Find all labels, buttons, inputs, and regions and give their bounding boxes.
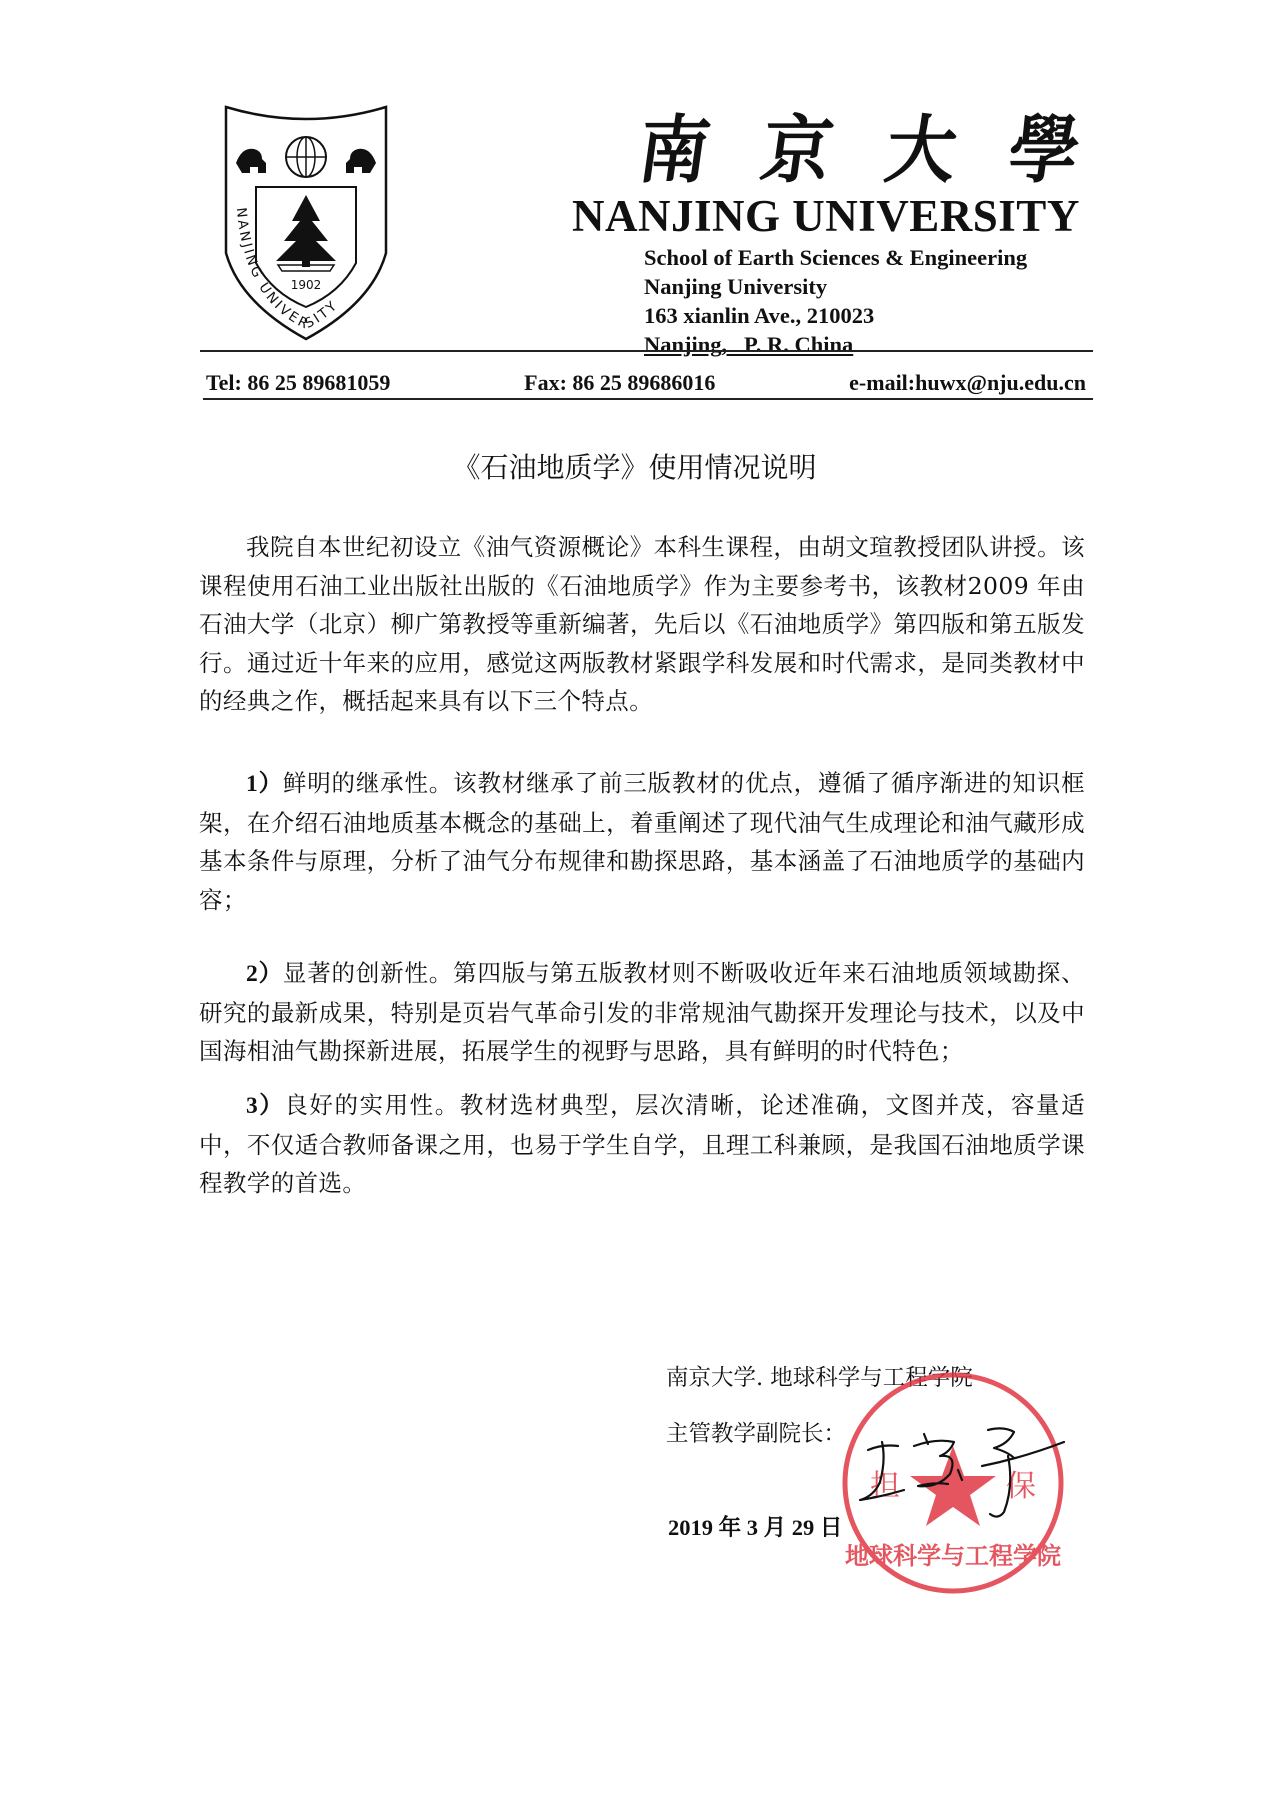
address-line: Nanjing, P. R. China [644,332,854,357]
paragraph-text: 显著的创新性。第四版与第五版教材则不断吸收近年来石油地质领域勘探、研究的最新成果，特别是页岩气革命引发的非常规油气勘探开发理论与技术，以及中国海相油气勘探新进展，拓展学生的视野与思路，具有鲜明的时代特色； [199,959,1085,1065]
fax-number: Fax: 86 25 89686016 [524,370,716,395]
crest-year: 1902 [290,278,322,292]
list-marker: 3） [246,1093,285,1119]
paragraph-text: 良好的实用性。教材选材典型，层次清晰，论述准确，文图并茂，容量适中，不仅适合教师备课之用，也易于学生自学，且理工科兼顾，是我国石油地质学课程教学的首选。 [199,1091,1085,1197]
brand-char: 學 [1003,105,1086,193]
university-crest-logo [222,103,390,343]
list-marker: 1） [246,771,283,797]
address-line: 163 xianlin Ave., 210023 [644,303,875,328]
brand-char: 京 [756,105,839,193]
phone-number: Tel: 86 25 89681059 [206,370,391,395]
signer-role-label: 主管教学副院长： [666,1421,847,1447]
handwritten-signature [858,1420,1068,1550]
signature-date: 2019 年 3 月 29 日 [668,1515,843,1540]
email-address[interactable]: e-mail:huwx@nju.edu.cn [849,370,1086,395]
signing-organization: 南京大学. 地球科学与工程学院 [666,1365,973,1391]
contact-line [206,370,1086,396]
crest-ring-text: NANJING UNIVERSITY [232,206,342,334]
address-block [644,243,1027,359]
divider [200,350,1093,352]
body-paragraph [199,1086,1085,1203]
seal-side-text: 保 [1006,1469,1036,1504]
list-marker: 2） [246,961,283,987]
divider [203,398,1093,400]
brand-calligraphy [633,96,1086,193]
seal-side-text: 担 [870,1469,900,1504]
document-title: 《石油地质学》使用情况说明 [452,451,817,484]
brand-english: NANJING UNIVERSITY [572,191,1080,241]
body-paragraph [199,528,1085,721]
brand-char: 南 [633,105,716,193]
brand-char: 大 [879,105,963,193]
paragraph-text: 鲜明的继承性。该教材继承了前三版教材的优点，遵循了循序渐进的知识框架，在介绍石油地质基本概念的基础上，着重阐述了现代油气生成理论和油气藏形成基本条件与原理，分析了油气分布规律和勘探思路，基本涵盖了石油地质学的基础内容； [199,769,1085,914]
seal-inscription: 地球科学与工程学院 [845,1542,1061,1570]
address-line: Nanjing University [644,274,828,299]
globe-icon [286,137,326,177]
paragraph-text: 我院自本世纪初设立《油气资源概论》本科生课程，由胡文瑄教授团队讲授。该课程使用石油工业出版社出版的《石油地质学》作为主要参考书，该教材2009 年由石油大学（北京）柳广第教授等重新编著，先后以《石油地质学》第四版和第五版发行。通过近十年来的应用，感觉这两版教材紧跟学科发展和时代需求，是同类教材中的经典之作，概括起来具有以下三个特点。 [199,533,1085,715]
address-line: School of Earth Sciences & Engineering [644,245,1028,270]
body-paragraph [199,954,1085,1071]
body-paragraph [199,764,1085,919]
